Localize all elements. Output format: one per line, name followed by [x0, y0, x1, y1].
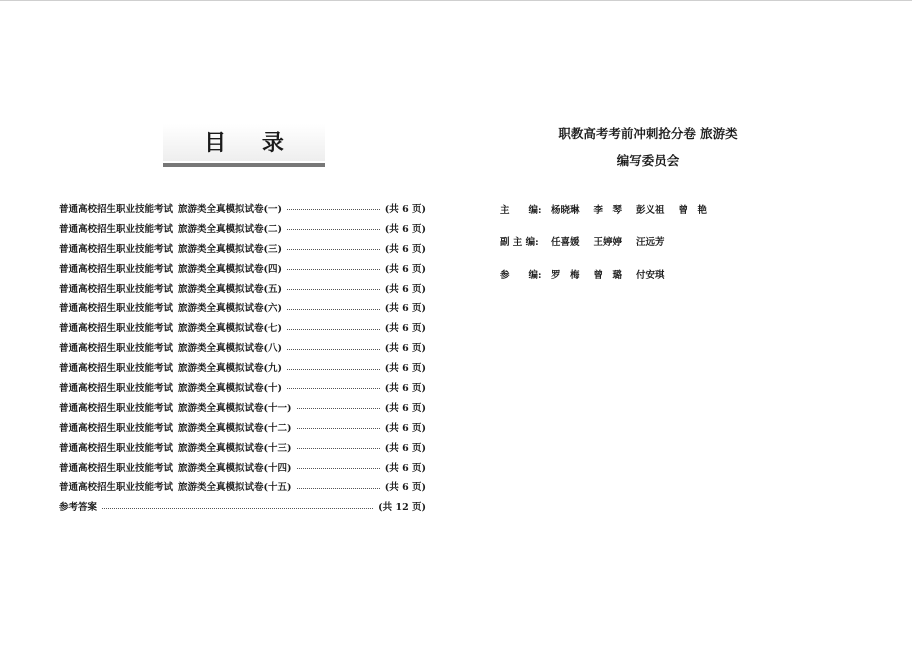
toc-entry[interactable]: [59, 377, 426, 397]
top-border-line: [0, 0, 912, 1]
toc-entry-pages: (共 6 页): [384, 223, 426, 235]
toc-entry-title: 旅游类全真模拟试卷(十一): [178, 402, 292, 414]
committee-role: 主 编:: [500, 205, 542, 216]
dot-leader: [297, 488, 380, 489]
toc-entry-prefix: 普通高校招生职业技能考试: [59, 303, 174, 315]
dot-leader: [297, 448, 380, 449]
committee-member: 王婷婷: [593, 237, 623, 249]
toc-entry-pages: (共 6 页): [384, 323, 426, 335]
toc-entry-prefix: 普通高校招生职业技能考试: [59, 442, 174, 454]
toc-entry-pages: (共 6 页): [384, 482, 426, 494]
toc-entry-title: 旅游类全真模拟试卷(七): [178, 323, 282, 335]
toc-entry[interactable]: [59, 337, 426, 357]
title-underline: [163, 163, 325, 167]
toc-entry-title: 旅游类全真模拟试卷(四): [178, 263, 282, 275]
toc-entry-answers[interactable]: [59, 496, 426, 516]
toc-entry-pages: (共 12 页): [378, 502, 426, 514]
dot-leader: [102, 508, 373, 509]
committee-row-contributors: [500, 267, 721, 299]
table-of-contents: [59, 198, 426, 516]
toc-entry-title: 旅游类全真模拟试卷(十二): [178, 422, 292, 434]
toc-entry-pages: (共 6 页): [384, 283, 426, 295]
committee-member: 付安琪: [636, 269, 665, 281]
committee-member: 彭义祖: [636, 205, 665, 216]
dot-leader: [287, 388, 380, 389]
committee-row-chief-editors: [500, 202, 721, 234]
toc-heading: [163, 124, 325, 167]
toc-entry[interactable]: [59, 476, 426, 496]
toc-entry-prefix: 普通高校招生职业技能考试: [59, 223, 174, 235]
toc-entry[interactable]: [59, 297, 426, 317]
committee-member: 曾 艳: [678, 205, 708, 216]
dot-leader: [287, 369, 380, 370]
toc-entry-pages: (共 6 页): [384, 442, 426, 454]
toc-entry-title: 旅游类全真模拟试卷(九): [178, 363, 282, 375]
toc-entry-pages: (共 6 页): [384, 243, 426, 255]
toc-entry[interactable]: [59, 437, 426, 457]
dot-leader: [297, 468, 380, 469]
toc-entry-prefix: 普通高校招生职业技能考试: [59, 382, 174, 394]
toc-entry[interactable]: [59, 278, 426, 298]
toc-entry-pages: (共 6 页): [384, 422, 426, 434]
toc-entry-prefix: 普通高校招生职业技能考试: [59, 263, 174, 275]
toc-entry-title: 旅游类全真模拟试卷(二): [178, 223, 282, 235]
toc-entry-pages: (共 6 页): [384, 343, 426, 355]
toc-entry-pages: (共 6 页): [384, 382, 426, 394]
toc-entry-prefix: 普通高校招生职业技能考试: [59, 323, 174, 335]
toc-entry-title: 旅游类全真模拟试卷(一): [178, 203, 282, 215]
committee-member: 杨晓琳: [551, 205, 580, 216]
dot-leader: [287, 209, 380, 210]
committee-member: 汪远芳: [636, 237, 665, 249]
committee-role: 副 主 编:: [500, 237, 539, 249]
toc-entry-prefix: 普通高校招生职业技能考试: [59, 422, 174, 434]
toc-entry[interactable]: [59, 357, 426, 377]
toc-entry[interactable]: [59, 198, 426, 218]
toc-entry-pages: (共 6 页): [384, 363, 426, 375]
toc-entry-prefix: 普通高校招生职业技能考试: [59, 363, 174, 375]
dot-leader: [287, 289, 380, 290]
toc-entry-pages: (共 6 页): [384, 462, 426, 474]
committee-title: 编写委员会: [616, 153, 680, 168]
page-title: 目 录: [163, 124, 325, 161]
dot-leader: [297, 408, 380, 409]
toc-entry-prefix: 普通高校招生职业技能考试: [59, 343, 174, 355]
committee-row-associate-editors: [500, 234, 721, 266]
committee-member: 曾 璐: [593, 269, 623, 281]
dot-leader: [287, 229, 380, 230]
toc-entry-title: 旅游类全真模拟试卷(十三): [178, 442, 292, 454]
toc-entry-title: 旅游类全真模拟试卷(十四): [178, 462, 292, 474]
book-title: 职教高考考前冲刺抢分卷 旅游类: [558, 126, 738, 141]
committee-member: 李 琴: [593, 205, 623, 216]
toc-entry[interactable]: [59, 397, 426, 417]
toc-entry-prefix: 普通高校招生职业技能考试: [59, 203, 174, 215]
dot-leader: [287, 349, 380, 350]
toc-entry-prefix: 普通高校招生职业技能考试: [59, 283, 174, 295]
toc-entry-title: 旅游类全真模拟试卷(八): [178, 343, 282, 355]
toc-entry[interactable]: [59, 417, 426, 437]
toc-entry-prefix: 普通高校招生职业技能考试: [59, 462, 174, 474]
toc-entry[interactable]: [59, 258, 426, 278]
toc-entry-prefix: 普通高校招生职业技能考试: [59, 243, 174, 255]
dot-leader: [287, 269, 380, 270]
toc-entry[interactable]: [59, 238, 426, 258]
toc-entry-pages: (共 6 页): [384, 402, 426, 414]
toc-entry-title: 参考答案: [59, 502, 98, 514]
toc-entry-prefix: 普通高校招生职业技能考试: [59, 402, 174, 414]
committee-role: 参 编:: [500, 269, 542, 281]
dot-leader: [287, 249, 380, 250]
toc-entry-pages: (共 6 页): [384, 203, 426, 215]
dot-leader: [287, 329, 380, 330]
toc-entry-title: 旅游类全真模拟试卷(五): [178, 283, 282, 295]
toc-entry[interactable]: [59, 218, 426, 238]
toc-entry[interactable]: [59, 457, 426, 477]
toc-entry-title: 旅游类全真模拟试卷(三): [178, 243, 282, 255]
toc-entry-title: 旅游类全真模拟试卷(十五): [178, 482, 292, 494]
toc-entry-prefix: 普通高校招生职业技能考试: [59, 482, 174, 494]
dot-leader: [297, 428, 380, 429]
toc-entry-title: 旅游类全真模拟试卷(六): [178, 303, 282, 315]
toc-entry-title: 旅游类全真模拟试卷(十): [178, 382, 282, 394]
committee-member: 罗 梅: [551, 269, 580, 281]
committee-member: 任喜媛: [551, 237, 580, 249]
dot-leader: [287, 309, 380, 310]
committee-list: [500, 202, 721, 299]
toc-entry[interactable]: [59, 317, 426, 337]
toc-entry-pages: (共 6 页): [384, 263, 426, 275]
toc-entry-pages: (共 6 页): [384, 303, 426, 315]
